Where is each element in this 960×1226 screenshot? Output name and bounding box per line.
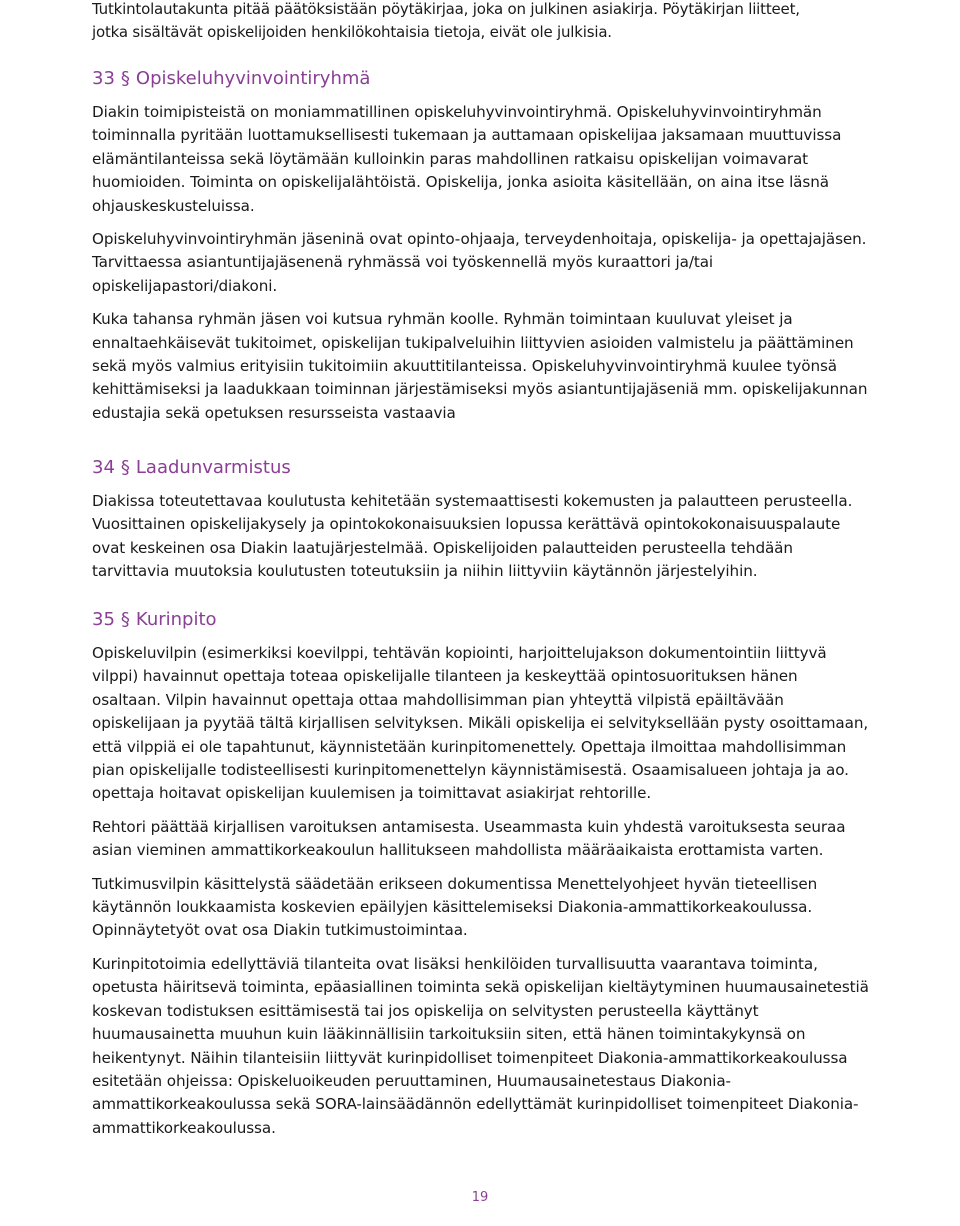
section-heading-35: [92, 608, 217, 632]
section-symbol: §: [120, 68, 130, 89]
intro-block: [92, 0, 870, 45]
paragraph: Tutkimusvilpin käsittelystä säädetään erikseen dokumentissa Menettelyohjeet hyvän tieteellisen käytännön loukkaamista koskevien epäilyjen käsittelemiseksi Diakonia-ammattikorkeakoulussa. Opinnäytetyöt ovat osa Diakin tutkimustoimintaa.: [92, 874, 818, 940]
paragraph: Diakin toimipisteistä on moniammatillinen opiskeluhyvinvointiryhmä. Opiskeluhyvinvointiryhmän toiminnalla pyritään luottamuksellisesti tukemaan ja auttamaan opiskelijaa jaksamaan muuttuvissa elämäntilanteissa sekä löytämään kulloinkin paras mahdollinen ratkaisu opiskelijan voimavarat huomioiden. Toiminta on opiskelijalähtöistä. Opiskelija, jonka asioita käsitellään, on aina itse läsnä ohjauskeskusteluissa.: [92, 103, 842, 215]
page-number: 19: [471, 1190, 489, 1205]
paragraph: Opiskeluhyvinvointiryhmän jäseninä ovat opinto-ohjaaja, terveydenhoitaja, opiskelija- ja opettajajäsen. Tarvittaessa asiantuntijajäsenenä ryhmässä voi työskennellä myös kuraattori ja/tai opiskelijapastori/diakoni.: [92, 230, 867, 295]
paragraph: Kuka tahansa ryhmän jäsen voi kutsua ryhmän koolle. Ryhmän toimintaan kuuluvat yleiset ja ennaltaehkäisevät tukitoimet, opiskelijan tukipalveluihin liittyvien asioiden valmistelu ja päättäminen sekä myös valmius erityisiin tukitoimiin akuuttitilanteissa. Opiskeluhyvinvointiryhmä kuulee työnsä kehittämiseksi ja laadukkaan toiminnan järjestämiseksi myös asiantuntijajäseniä mm. opiskelijakunnan edustajia sekä opetuksen resursseista vastaavia: [92, 310, 868, 422]
section-title: Opiskeluhyvinvointiryhmä: [135, 68, 371, 89]
section-number: 33: [92, 68, 115, 89]
section-heading-33: [92, 67, 370, 91]
paragraph: Kurinpitotoimia edellyttäviä tilanteita ovat lisäksi henkilöiden turvallisuutta vaarantava toiminta, opetusta häiritsevä toiminta, epäasiallinen toiminta sekä opiskelijan kieltäytyminen huumausainetestiä koskevan todistuksen esittämisestä tai jos opiskelija on selvitysten perusteella käyttänyt huumausainetta muuhun kuin lääkinnällisiin tarkoituksiin siten, että hänen toimintakykynsä on heikentynyt. Näihin tilanteisiin liittyvät kurinpidolliset toimenpiteet Diakonia-ammattikorkeakoulussa esitetään ohjeissa: Opiskeluoikeuden peruuttaminen, Huumausainetestaus Diakonia-ammattikorkeakoulussa sekä SORA-lainsäädännön edellyttämät kurinpidolliset toimenpiteet Diakonia-ammattikorkeakoulussa.: [92, 954, 869, 1137]
section-number: 35: [92, 609, 115, 630]
paragraph: Opiskeluvilpin (esimerkiksi koevilppi, tehtävän kopiointi, harjoittelujakson dokumentointiin liittyvä vilppi) havainnut opettaja toteaa opiskelijalle tilanteen ja keskeyttää opintosuorituksen hänen osaltaan. Vilpin havainnut opettaja ottaa mahdollisimman pian yhteyttä vilpistä epäiltävään opiskelijaan ja pyytää tältä kirjallisen selvityksen. Mikäli opiskelija ei selvityksellään pysty osoittamaan, että vilppiä ei ole tapahtunut, käynnistetään kurinpitomenettely. Opettaja ilmoittaa mahdollisimman pian opiskelijalle todisteellisesti kurinpitomenettelyn käynnistämisestä. Osaamisalueen johtaja ja ao. opettaja hoitavat opiskelijan kuulemisen ja toimittavat asiakirjat rehtorille.: [92, 644, 869, 803]
section-title: Kurinpito: [135, 609, 217, 630]
section-number: 34: [92, 457, 115, 478]
paragraph: Rehtori päättää kirjallisen varoituksen antamisesta. Useammasta kuin yhdestä varoituksesta seuraa asian vieminen ammattikorkeakoulun hallitukseen mahdollista määräaikaista erottamista varten.: [92, 817, 846, 860]
section-35-body: [92, 642, 870, 1140]
section-heading-34: [92, 456, 291, 480]
section-34-body: [92, 490, 870, 584]
section-symbol: §: [120, 609, 130, 630]
intro-line-1: Tutkintolautakunta pitää päätöksistään pöytäkirjaa, joka on julkinen asiakirja. Pöytäkirjan liitteet,: [92, 0, 800, 18]
section-title: Laadunvarmistus: [135, 457, 291, 478]
intro-line-2: jotka sisältävät opiskelijoiden henkilökohtaisia tietoja, eivät ole julkisia.: [92, 23, 612, 42]
section-symbol: §: [120, 457, 130, 478]
paragraph: Diakissa toteutettavaa koulutusta kehitetään systemaattisesti kokemusten ja palautteen perusteella. Vuosittainen opiskelijakysely ja opintokokonaisuuksien lopussa kerättävä opintokokonaisuuspalaute ovat keskeinen osa Diakin laatujärjestelmää. Opiskelijoiden palautteiden perusteella tehdään tarvittavia muutoksia koulutusten toteutuksiin ja niihin liittyviin käytännön järjestelyihin.: [92, 492, 853, 581]
section-33-body: [92, 101, 870, 425]
